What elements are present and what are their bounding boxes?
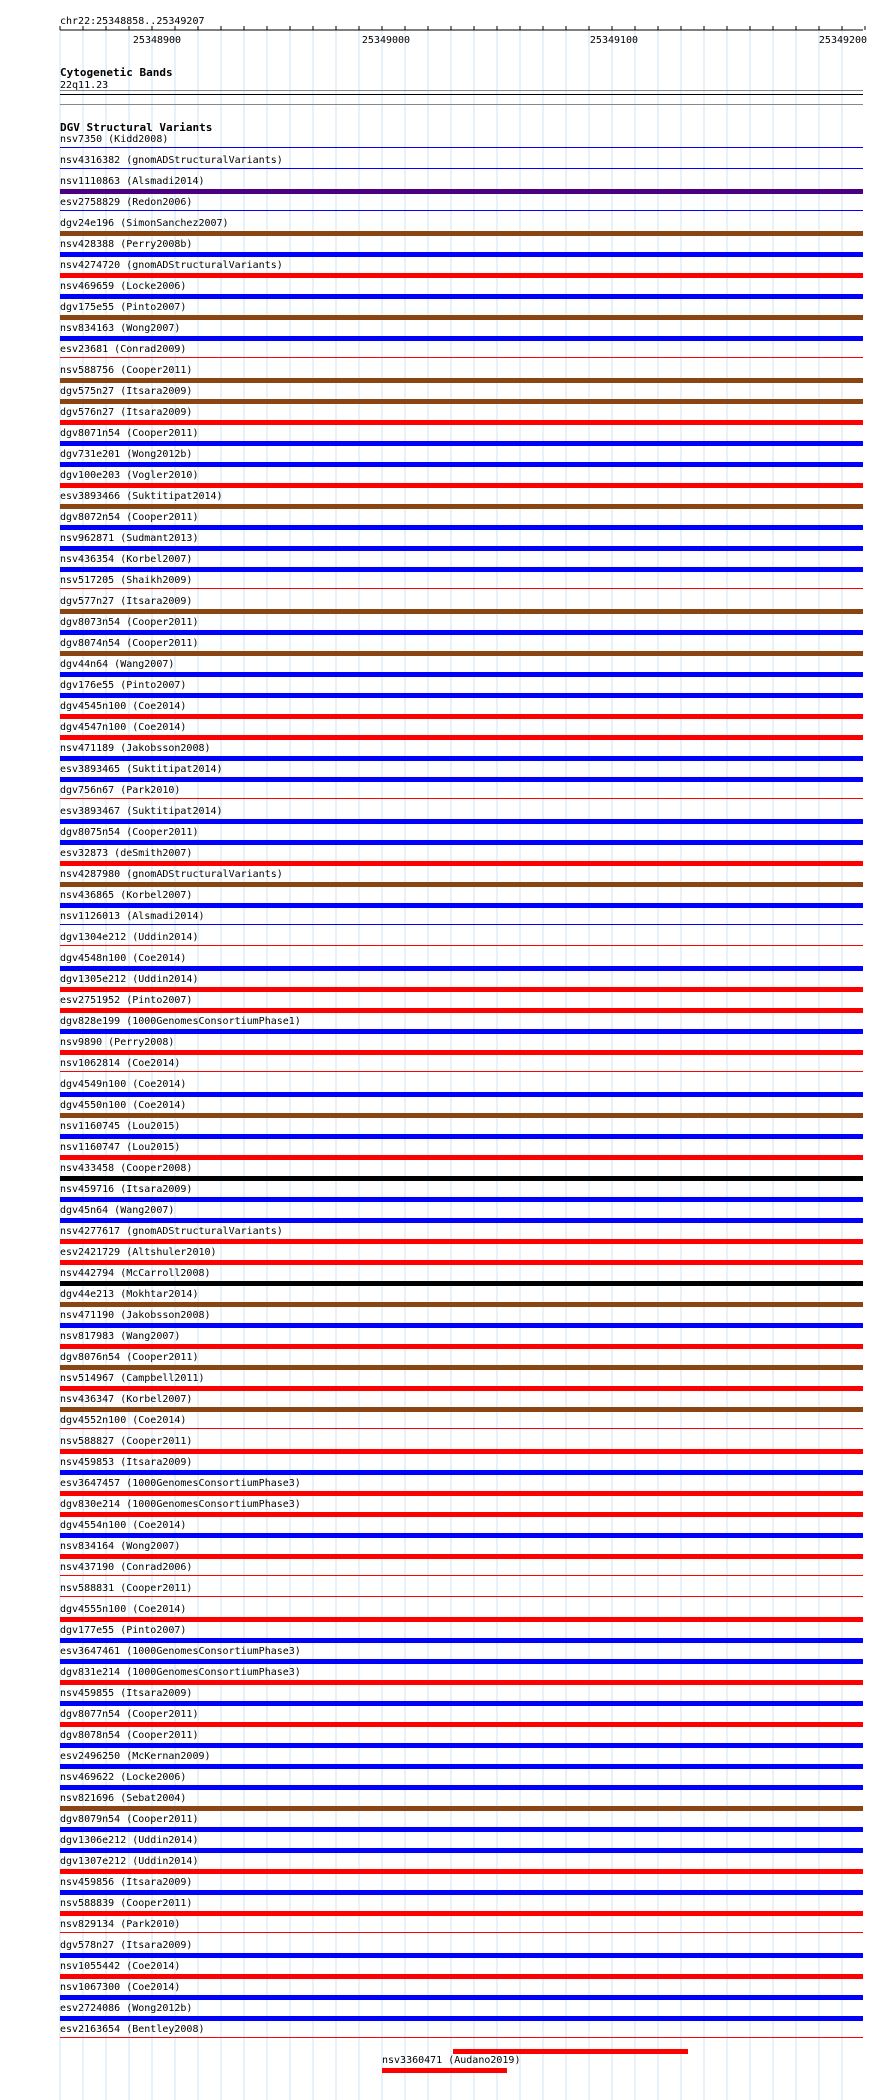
variant-feature-bar[interactable] — [60, 1197, 863, 1202]
variant-feature-bar[interactable] — [60, 1386, 863, 1391]
cyto-track-title: Cytogenetic Bands — [60, 66, 173, 79]
variant-label[interactable]: nsv4277617 (gnomADStructuralVariants) — [60, 1226, 283, 1237]
variant-label[interactable]: nsv7350 (Kidd2008) — [60, 134, 169, 145]
variant-feature-bar[interactable] — [60, 1344, 863, 1349]
variant-feature-bar[interactable] — [60, 189, 863, 194]
variant-label[interactable]: nsv428388 (Perry2008b) — [60, 239, 193, 250]
variant-feature-bar[interactable] — [60, 1365, 863, 1370]
variant-label[interactable]: dgv4554n100 (Coe2014) — [60, 1520, 187, 1531]
variant-feature-bar[interactable] — [382, 2068, 507, 2073]
variant-feature-bar[interactable] — [60, 441, 863, 446]
variant-label[interactable]: dgv830e214 (1000GenomesConsortiumPhase3) — [60, 1499, 301, 1510]
variant-feature-bar[interactable] — [60, 1953, 863, 1958]
variant-feature-bar[interactable] — [60, 1407, 863, 1412]
variant-label[interactable]: nsv459855 (Itsara2009) — [60, 1688, 193, 1699]
variant-feature-bar[interactable] — [60, 1974, 863, 1979]
variant-label[interactable]: nsv436354 (Korbel2007) — [60, 554, 193, 565]
variant-label[interactable]: dgv8071n54 (Cooper2011) — [60, 428, 199, 439]
variant-feature-bar[interactable] — [60, 1281, 863, 1286]
variant-label[interactable]: nsv459853 (Itsara2009) — [60, 1457, 193, 1468]
variant-label[interactable]: dgv577n27 (Itsara2009) — [60, 596, 193, 607]
variant-label[interactable]: dgv45n64 (Wang2007) — [60, 1205, 175, 1216]
variant-label[interactable]: dgv44n64 (Wang2007) — [60, 659, 175, 670]
variant-label[interactable]: nsv1062814 (Coe2014) — [60, 1058, 181, 1069]
variant-feature-bar[interactable] — [60, 1848, 863, 1853]
variant-feature-bar[interactable] — [60, 1449, 863, 1454]
variant-feature-bar[interactable] — [60, 1071, 863, 1072]
variant-label[interactable]: dgv4549n100 (Coe2014) — [60, 1079, 187, 1090]
variant-label[interactable]: nsv588839 (Cooper2011) — [60, 1898, 193, 1909]
variant-feature-bar[interactable] — [60, 399, 863, 404]
variant-feature-bar[interactable] — [60, 903, 863, 908]
variant-feature-bar[interactable] — [60, 1911, 863, 1916]
variant-feature-bar[interactable] — [60, 357, 863, 358]
variant-label[interactable]: nsv514967 (Campbell2011) — [60, 1373, 205, 1384]
variant-feature-bar[interactable] — [60, 1995, 863, 2000]
variant-feature-bar[interactable] — [60, 315, 863, 320]
variant-label[interactable]: esv2496250 (McKernan2009) — [60, 1751, 211, 1762]
variant-feature-bar[interactable] — [60, 462, 863, 467]
variant-label[interactable]: esv3893467 (Suktitipat2014) — [60, 806, 223, 817]
variant-feature-bar[interactable] — [60, 525, 863, 530]
variant-label[interactable]: dgv8077n54 (Cooper2011) — [60, 1709, 199, 1720]
variant-label[interactable]: nsv821696 (Sebat2004) — [60, 1793, 187, 1804]
variant-feature-bar[interactable] — [60, 294, 863, 299]
variant-label[interactable]: nsv469659 (Locke2006) — [60, 281, 187, 292]
track-separator — [60, 90, 863, 91]
cyto-band-bar[interactable] — [60, 94, 863, 95]
variant-feature-bar[interactable] — [60, 1155, 863, 1160]
variant-label[interactable]: dgv175e55 (Pinto2007) — [60, 302, 187, 313]
variant-feature-bar[interactable] — [60, 2016, 863, 2021]
variant-label[interactable]: esv23681 (Conrad2009) — [60, 344, 187, 355]
variant-feature-bar[interactable] — [60, 735, 863, 740]
ruler-tick-label: 25349200 — [818, 35, 868, 46]
variant-label[interactable]: esv2751952 (Pinto2007) — [60, 995, 193, 1006]
variant-label[interactable]: nsv817983 (Wang2007) — [60, 1331, 181, 1342]
variant-feature-bar[interactable] — [60, 1218, 863, 1223]
variant-feature-bar[interactable] — [60, 1659, 863, 1664]
coordinates-label: chr22:25348858..25349207 — [60, 16, 205, 27]
variant-label[interactable]: nsv4316382 (gnomADStructuralVariants) — [60, 155, 283, 166]
variant-label[interactable]: esv3647457 (1000GenomesConsortiumPhase3) — [60, 1478, 301, 1489]
variant-label[interactable]: nsv1126013 (Alsmadi2014) — [60, 911, 205, 922]
variant-feature-bar[interactable] — [60, 1260, 863, 1265]
variant-feature-bar[interactable] — [60, 504, 863, 509]
variant-feature-bar[interactable] — [60, 231, 863, 236]
variant-label[interactable]: nsv1055442 (Coe2014) — [60, 1961, 181, 1972]
variant-label[interactable]: dgv8076n54 (Cooper2011) — [60, 1352, 199, 1363]
variant-label[interactable]: nsv469622 (Locke2006) — [60, 1772, 187, 1783]
variant-feature-bar[interactable] — [60, 1827, 863, 1832]
variant-label[interactable]: nsv471190 (Jakobsson2008) — [60, 1310, 211, 1321]
variant-feature-bar[interactable] — [60, 609, 863, 614]
variant-label[interactable]: nsv588831 (Cooper2011) — [60, 1583, 193, 1594]
variant-feature-bar[interactable] — [60, 861, 863, 866]
variant-label[interactable]: nsv962871 (Sudmant2013) — [60, 533, 199, 544]
variant-feature-bar[interactable] — [60, 1050, 863, 1055]
variant-label[interactable]: nsv834164 (Wong2007) — [60, 1541, 181, 1552]
variant-label[interactable]: dgv4555n100 (Coe2014) — [60, 1604, 187, 1615]
variant-feature-bar[interactable] — [60, 546, 863, 551]
variant-feature-bar[interactable] — [60, 882, 863, 887]
variant-label[interactable]: nsv459856 (Itsara2009) — [60, 1877, 193, 1888]
variant-label[interactable]: esv3893465 (Suktitipat2014) — [60, 764, 223, 775]
variant-label[interactable]: nsv433458 (Cooper2008) — [60, 1163, 193, 1174]
variant-label[interactable]: dgv4550n100 (Coe2014) — [60, 1100, 187, 1111]
variant-feature-bar[interactable] — [60, 1722, 863, 1727]
variant-feature-bar[interactable] — [60, 777, 863, 782]
variant-label[interactable]: dgv4548n100 (Coe2014) — [60, 953, 187, 964]
variant-feature-bar[interactable] — [60, 1806, 863, 1811]
variant-feature-bar[interactable] — [60, 588, 863, 589]
variant-feature-bar[interactable] — [60, 1785, 863, 1790]
variant-label[interactable]: nsv9890 (Perry2008) — [60, 1037, 175, 1048]
variant-label[interactable]: dgv24e196 (SimonSanchez2007) — [60, 218, 229, 229]
variant-label[interactable]: esv3647461 (1000GenomesConsortiumPhase3) — [60, 1646, 301, 1657]
variant-feature-bar[interactable] — [60, 630, 863, 635]
variant-label[interactable]: dgv8078n54 (Cooper2011) — [60, 1730, 199, 1741]
variant-feature-bar[interactable] — [60, 693, 863, 698]
variant-feature-bar[interactable] — [60, 1470, 863, 1475]
variant-label[interactable]: nsv4287980 (gnomADStructuralVariants) — [60, 869, 283, 880]
variant-label[interactable]: dgv8075n54 (Cooper2011) — [60, 827, 199, 838]
variant-feature-bar[interactable] — [60, 483, 863, 488]
variant-label[interactable]: dgv1306e212 (Uddin2014) — [60, 1835, 199, 1846]
variant-label[interactable]: dgv177e55 (Pinto2007) — [60, 1625, 187, 1636]
variant-feature-bar[interactable] — [60, 1491, 863, 1496]
variant-feature-bar[interactable] — [60, 1302, 863, 1307]
variant-label[interactable]: dgv731e201 (Wong2012b) — [60, 449, 193, 460]
variant-label[interactable]: nsv436865 (Korbel2007) — [60, 890, 193, 901]
variant-feature-bar[interactable] — [60, 378, 863, 383]
variant-label[interactable]: nsv4274720 (gnomADStructuralVariants) — [60, 260, 283, 271]
track-separator — [60, 104, 863, 105]
variant-feature-bar[interactable] — [60, 252, 863, 257]
variant-feature-bar[interactable] — [60, 420, 863, 425]
variant-label[interactable]: nsv437190 (Conrad2006) — [60, 1562, 193, 1573]
variant-label[interactable]: esv2421729 (Altshuler2010) — [60, 1247, 217, 1258]
variant-feature-bar[interactable] — [60, 1113, 863, 1118]
variant-label[interactable]: nsv1160745 (Lou2015) — [60, 1121, 181, 1132]
variant-label[interactable]: nsv588756 (Cooper2011) — [60, 365, 193, 376]
variant-feature-bar[interactable] — [60, 1743, 863, 1748]
variant-feature-bar[interactable] — [60, 147, 863, 148]
variant-feature-bar[interactable] — [60, 1554, 863, 1559]
variant-feature-bar[interactable] — [60, 756, 863, 761]
variant-feature-bar[interactable] — [60, 1134, 863, 1139]
variant-label[interactable]: dgv831e214 (1000GenomesConsortiumPhase3) — [60, 1667, 301, 1678]
ruler-tick-label: 25349000 — [361, 35, 411, 46]
variant-feature-bar[interactable] — [60, 1092, 863, 1097]
variant-feature-bar[interactable] — [60, 210, 863, 211]
variant-label[interactable]: dgv756n67 (Park2010) — [60, 785, 181, 796]
cyto-band-label[interactable]: 22q11.23 — [60, 80, 109, 91]
variant-label[interactable]: nsv459716 (Itsara2009) — [60, 1184, 193, 1195]
variant-feature-bar[interactable] — [60, 1869, 863, 1874]
variant-label[interactable]: dgv578n27 (Itsara2009) — [60, 1940, 193, 1951]
variant-feature-bar[interactable] — [60, 714, 863, 719]
variant-label[interactable]: dgv100e203 (Vogler2010) — [60, 470, 199, 481]
variant-feature-bar[interactable] — [60, 1176, 863, 1181]
variant-feature-bar[interactable] — [60, 567, 863, 572]
variant-label[interactable]: dgv1305e212 (Uddin2014) — [60, 974, 199, 985]
variant-feature-bar[interactable] — [60, 651, 863, 656]
variant-label[interactable]: dgv8073n54 (Cooper2011) — [60, 617, 199, 628]
variant-label[interactable]: dgv44e213 (Mokhtar2014) — [60, 1289, 199, 1300]
variant-feature-bar[interactable] — [60, 840, 863, 845]
variant-label[interactable]: dgv828e199 (1000GenomesConsortiumPhase1) — [60, 1016, 301, 1027]
variant-feature-bar[interactable] — [60, 273, 863, 278]
variant-label[interactable]: nsv442794 (McCarroll2008) — [60, 1268, 211, 1279]
variant-feature-bar[interactable] — [60, 2037, 863, 2038]
variant-label[interactable]: dgv8074n54 (Cooper2011) — [60, 638, 199, 649]
variant-feature-bar[interactable] — [60, 945, 863, 946]
variant-feature-bar[interactable] — [60, 1701, 863, 1706]
variant-label[interactable]: nsv829134 (Park2010) — [60, 1919, 181, 1930]
variant-label[interactable]: dgv8079n54 (Cooper2011) — [60, 1814, 199, 1825]
variant-label[interactable]: nsv588827 (Cooper2011) — [60, 1436, 193, 1447]
variant-feature-bar[interactable] — [60, 1512, 863, 1517]
variant-feature-bar[interactable] — [60, 1323, 863, 1328]
variant-feature-bar[interactable] — [60, 1239, 863, 1244]
variant-feature-bar[interactable] — [60, 1932, 863, 1933]
variant-label[interactable]: nsv3360471 (Audano2019) — [382, 2055, 521, 2066]
variant-label[interactable]: dgv575n27 (Itsara2009) — [60, 386, 193, 397]
variant-feature-bar[interactable] — [60, 1008, 863, 1013]
variant-feature-bar[interactable] — [60, 672, 863, 677]
ruler-tick-label: 25349100 — [589, 35, 639, 46]
variant-label[interactable]: dgv4547n100 (Coe2014) — [60, 722, 187, 733]
variant-label[interactable]: nsv1160747 (Lou2015) — [60, 1142, 181, 1153]
variant-feature-bar[interactable] — [60, 1596, 863, 1597]
variant-feature-bar[interactable] — [60, 168, 863, 169]
variant-feature-bar[interactable] — [60, 1638, 863, 1643]
ruler[interactable] — [0, 0, 890, 60]
variant-feature-bar[interactable] — [60, 924, 863, 925]
variant-label[interactable]: dgv1307e212 (Uddin2014) — [60, 1856, 199, 1867]
variant-label[interactable]: esv3893466 (Suktitipat2014) — [60, 491, 223, 502]
variant-label[interactable]: nsv1067300 (Coe2014) — [60, 1982, 181, 1993]
variant-feature-bar[interactable] — [60, 1680, 863, 1685]
variant-label[interactable]: dgv576n27 (Itsara2009) — [60, 407, 193, 418]
variant-label[interactable]: dgv4545n100 (Coe2014) — [60, 701, 187, 712]
variant-feature-bar[interactable] — [60, 1533, 863, 1538]
variant-feature-bar[interactable] — [453, 2049, 688, 2054]
variant-feature-bar[interactable] — [60, 1617, 863, 1622]
variant-label[interactable]: esv2758829 (Redon2006) — [60, 197, 193, 208]
variant-label[interactable]: dgv8072n54 (Cooper2011) — [60, 512, 199, 523]
variant-feature-bar[interactable] — [60, 1890, 863, 1895]
variant-feature-bar[interactable] — [60, 819, 863, 824]
variant-label[interactable]: dgv4552n100 (Coe2014) — [60, 1415, 187, 1426]
variant-feature-bar[interactable] — [60, 987, 863, 992]
variant-label[interactable]: esv2724086 (Wong2012b) — [60, 2003, 193, 2014]
dgv-track-title: DGV Structural Variants — [60, 121, 213, 134]
variant-label[interactable]: esv32873 (deSmith2007) — [60, 848, 193, 859]
ruler-tick-label: 25348900 — [132, 35, 182, 46]
variant-feature-bar[interactable] — [60, 336, 863, 341]
variant-feature-bar[interactable] — [60, 798, 863, 799]
variant-feature-bar[interactable] — [60, 1575, 863, 1576]
variant-label[interactable]: dgv176e55 (Pinto2007) — [60, 680, 187, 691]
variant-label[interactable]: dgv1304e212 (Uddin2014) — [60, 932, 199, 943]
variant-label[interactable]: esv2163654 (Bentley2008) — [60, 2024, 205, 2035]
variant-feature-bar[interactable] — [60, 966, 863, 971]
variant-label[interactable]: nsv834163 (Wong2007) — [60, 323, 181, 334]
variant-label[interactable]: nsv471189 (Jakobsson2008) — [60, 743, 211, 754]
variant-feature-bar[interactable] — [60, 1029, 863, 1034]
variant-feature-bar[interactable] — [60, 1428, 863, 1429]
variant-label[interactable]: nsv517205 (Shaikh2009) — [60, 575, 193, 586]
variant-feature-bar[interactable] — [60, 1764, 863, 1769]
variant-label[interactable]: nsv436347 (Korbel2007) — [60, 1394, 193, 1405]
variant-label[interactable]: nsv1110863 (Alsmadi2014) — [60, 176, 205, 187]
